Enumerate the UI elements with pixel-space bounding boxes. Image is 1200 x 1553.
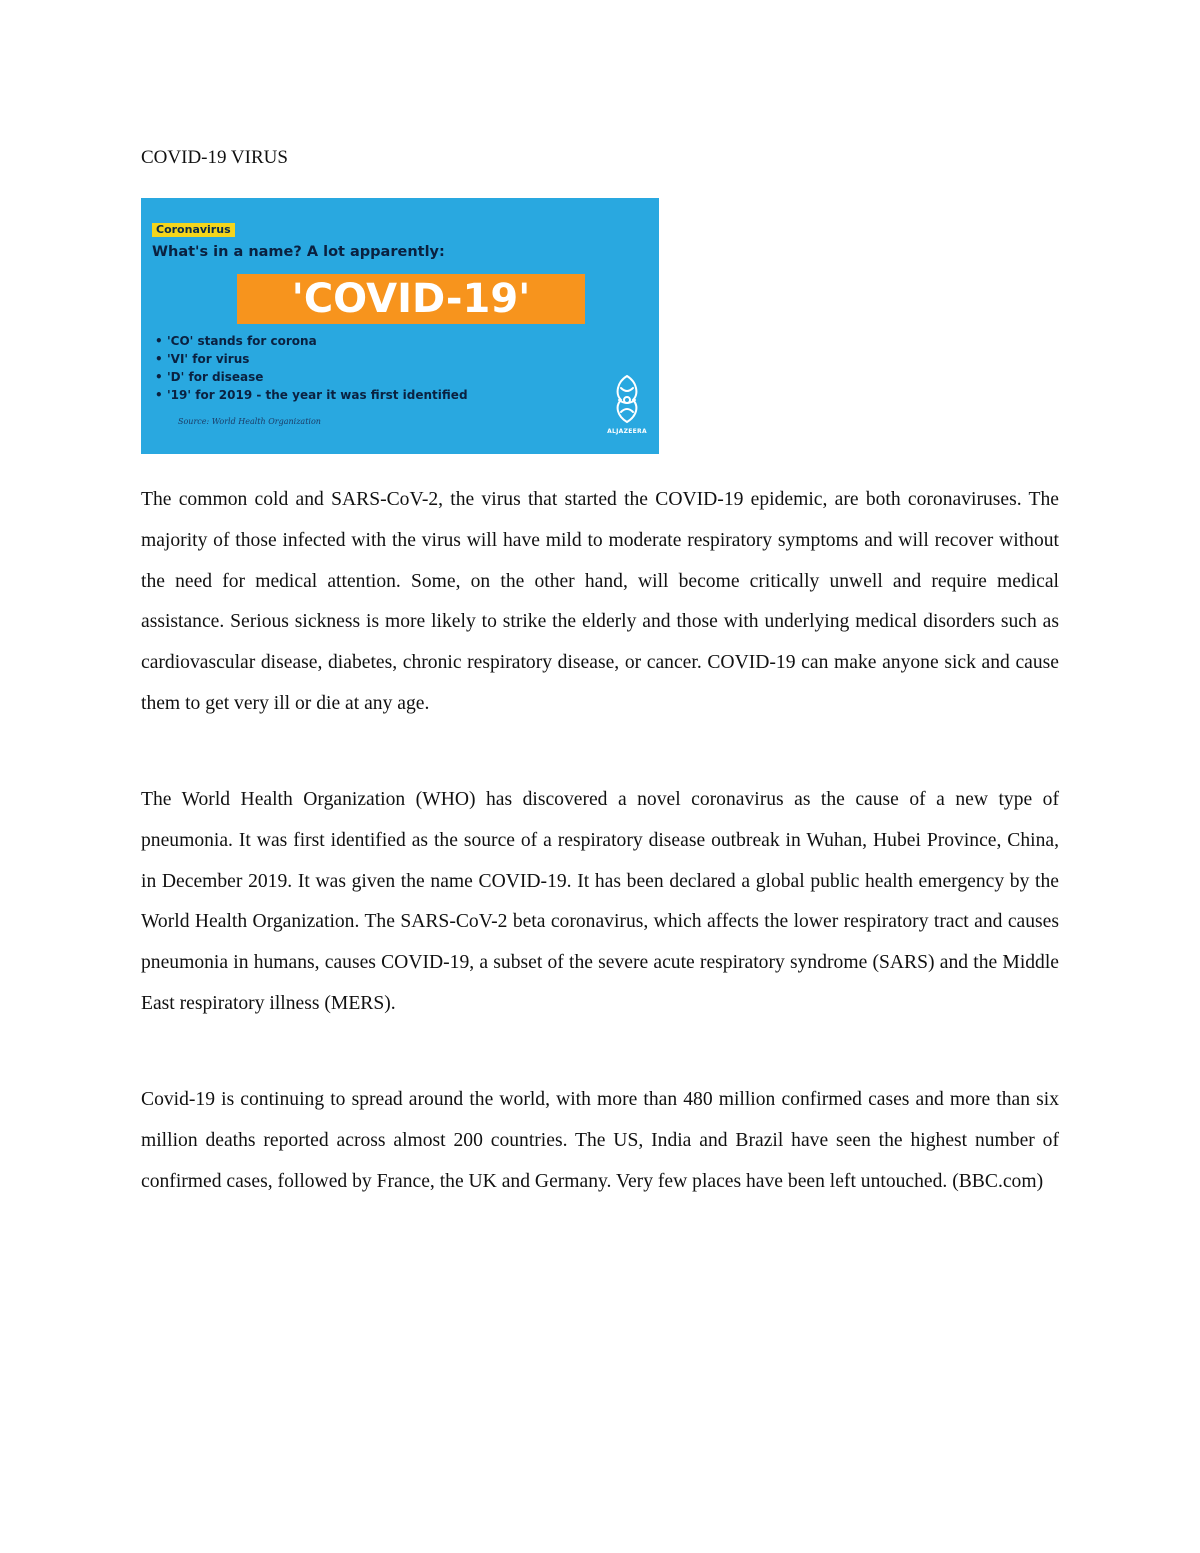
infographic-source: Source: World Health Organization: [178, 417, 321, 426]
list-item: [155, 350, 468, 368]
covid-name-infographic: [141, 198, 659, 454]
list-item: [155, 332, 468, 350]
paragraph-who-discovery: The World Health Organization (WHO) has discovered a novel coronavirus as the cause of a new type of pneumonia. It was first identified as the source of a respiratory disease outbreak in Wuhan, Hubei Province, China, in December 2019. It was given the name COVID-19. It has been declared a global public health emergency by the World Health Organization. The SARS-CoV-2 beta coronavirus, which affects the lower respiratory tract and causes pneumonia in humans, causes COVID-19, a subset of the severe acute respiratory syndrome (SARS) and the Middle East respiratory illness (MERS).: [141, 789, 1059, 1014]
acronym-list: [155, 332, 468, 404]
paragraph-global-spread: Covid-19 is continuing to spread around the world, with more than 480 million confirmed cases and more than six million deaths reported across almost 200 countries. The US, India and Brazil have seen the highest number of confirmed cases, followed by France, the UK and Germany. Very few places have been left untouched. (BBC.com): [141, 1089, 1059, 1192]
infographic-heading: What's in a name? A lot apparently:: [152, 244, 445, 260]
bullet-icon: •: [155, 334, 163, 348]
covid-banner: 'COVID-19': [237, 274, 585, 324]
bullet-icon: •: [155, 352, 163, 366]
acronym-text: 'VI' for virus: [167, 352, 250, 366]
infographic-tag: Coronavirus: [152, 223, 235, 237]
bullet-icon: •: [155, 388, 163, 402]
bullet-icon: •: [155, 370, 163, 384]
list-item: [155, 368, 468, 386]
document-title: COVID-19 VIRUS: [141, 147, 288, 168]
acronym-text: '19' for 2019 - the year it was first identified: [167, 388, 468, 402]
aljazeera-logo-icon: [607, 370, 647, 430]
acronym-text: 'CO' stands for corona: [167, 334, 317, 348]
acronym-text: 'D' for disease: [167, 370, 264, 384]
paragraph-common-cold: The common cold and SARS-CoV-2, the virus that started the COVID-19 epidemic, are both coronaviruses. The majority of those infected with the virus will have mild to moderate respiratory symptoms and will recover without the need for medical attention. Some, on the other hand, will become critically unwell and require medical assistance. Serious sickness is more likely to strike the elderly and those with underlying medical disorders such as cardiovascular disease, diabetes, chronic respiratory disease, or cancer. COVID-19 can make anyone sick and cause them to get very ill or die at any age.: [141, 489, 1059, 714]
aljazeera-wordmark: ALJAZEERA: [607, 428, 647, 435]
list-item: [155, 386, 468, 404]
